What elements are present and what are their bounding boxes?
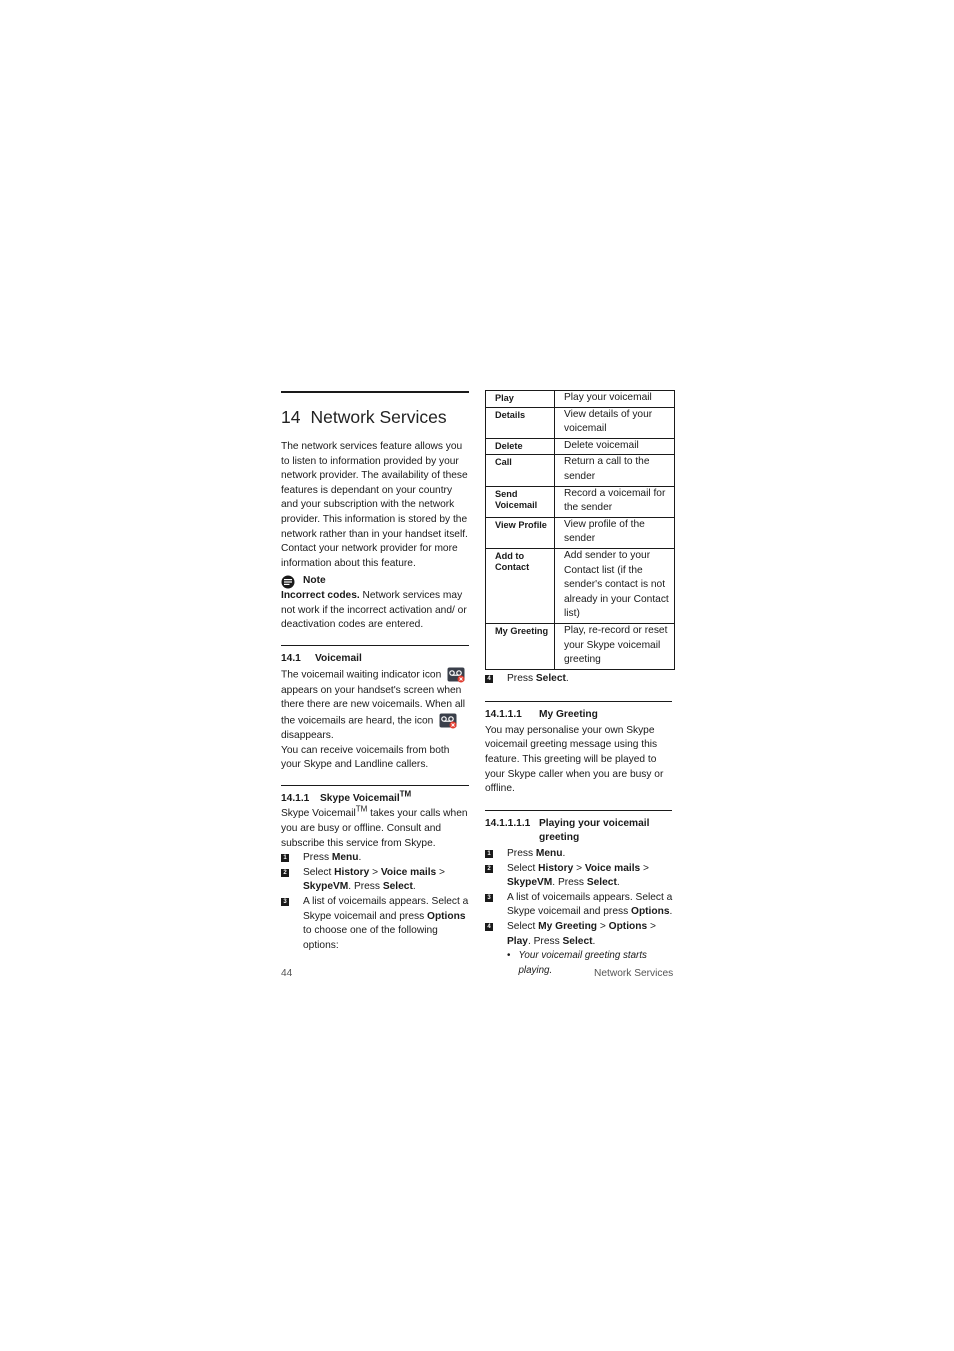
step-number: 1 (485, 850, 493, 858)
list-item (281, 866, 469, 895)
section-rule (281, 785, 469, 786)
option-description: Add sender to your Contact list (if the sender's contact is not already in your Contact list) (555, 548, 675, 623)
option-name: Add to Contact (486, 548, 555, 623)
result-text: Your voicemail greeting starts playing. (518, 950, 647, 976)
chapter-heading (281, 406, 469, 428)
voicemail-indicator-icon (439, 713, 457, 729)
step-text: Select History > Voice mails > SkypeVM. Press Select. (507, 862, 649, 889)
table-row (486, 391, 675, 408)
note-heading-text: Note (303, 575, 326, 587)
table-row (486, 548, 675, 623)
option-name: Delete (486, 438, 555, 455)
list-item (281, 895, 469, 953)
note-heading (281, 574, 469, 589)
list-item (281, 851, 469, 866)
chapter-rule (281, 391, 469, 393)
voicemail-indicator-icon (447, 667, 465, 683)
trademark: TM (355, 805, 368, 815)
section-14-1-1-1-heading (485, 708, 675, 723)
option-description: Play your voicemail (555, 391, 675, 408)
section-number: 14.1 (281, 652, 301, 664)
option-name: My Greeting (486, 623, 555, 669)
list-item (485, 672, 675, 687)
voicemail-paragraph (281, 667, 469, 743)
section-number: 14.1.1.1.1 (485, 817, 531, 829)
options-table (485, 390, 675, 670)
option-name: Call (486, 455, 555, 486)
step-text: Press Menu. (303, 852, 362, 864)
option-description: Return a call to the sender (555, 455, 675, 486)
step-number: 2 (485, 865, 493, 873)
section-rule (485, 810, 672, 811)
skype-voicemail-text: takes your calls when you are busy or offline. Consult and subscribe this service from Skype. (281, 808, 468, 849)
section-number: 14.1.1 (281, 792, 310, 804)
my-greeting-paragraph: You may personalise your own Skype voicemail greeting message using this feature. This greeting will be played to your Skype caller when you are busy or offline. (485, 724, 664, 795)
option-description: Delete voicemail (555, 438, 675, 455)
step-number: 4 (485, 923, 493, 931)
section-title: Voicemail (315, 652, 362, 664)
step-number: 2 (281, 869, 289, 877)
step-number: 1 (281, 854, 289, 862)
note-text: Network services may not work if the incorrect activation and/ or deactivation codes are entered. (281, 589, 467, 631)
option-description: Play, re-record or reset your Skype voicemail greeting (555, 623, 675, 669)
trademark: TM (399, 789, 412, 799)
step-number: 4 (485, 675, 493, 683)
intro-paragraph: The network services feature allows you to listen to information provided by your network provider. The availability of these features is dependant on your country and your subscription with the network provider. This information is stored by the network rather than in your handset itself. Contact your network provider for more information about this feature. (281, 441, 468, 569)
note-icon (281, 575, 295, 589)
note-body (281, 589, 469, 633)
skype-voicemail-intro (281, 807, 469, 851)
option-name: View Profile (486, 517, 555, 548)
chapter-title: Network Services (310, 407, 447, 427)
voicemail-text-c: disappears. (281, 730, 334, 742)
option-name: Play (486, 391, 555, 408)
bullet-dot: • (507, 950, 511, 962)
voicemail-text-a: The voicemail waiting indicator icon (281, 670, 442, 681)
step-text: Press Select. (507, 672, 569, 684)
table-row (486, 407, 675, 438)
voicemail-callers-paragraph: You can receive voicemails from both your Skype and Landline callers. (281, 744, 450, 771)
option-description: View profile of the sender (555, 517, 675, 548)
footer-section-title: Network Services (594, 968, 674, 979)
note-bold-lead: Incorrect codes. (281, 589, 360, 601)
voicemail-text-b: appears on your handset's screen when there there are new voicemails. When all the voicemails are heard, the icon (281, 684, 466, 727)
option-description: Record a voicemail for the sender (555, 486, 675, 517)
list-item (485, 920, 675, 949)
left-column (281, 391, 469, 953)
section-title-cont: greeting (539, 832, 580, 844)
chapter-number: 14 (281, 407, 301, 427)
list-item (485, 847, 675, 862)
section-14-1-1-heading (281, 789, 469, 807)
section-14-1-heading (281, 652, 469, 667)
step-text: Press Menu. (507, 848, 566, 860)
option-description: View details of your voicemail (555, 407, 675, 438)
section-14-1-1-1-1-heading (485, 817, 675, 846)
table-row (486, 486, 675, 517)
page-number: 44 (281, 968, 293, 979)
step-text: A list of voicemails appears. Select a Skype voicemail and press Options to choose one of the following options: (303, 896, 469, 951)
step-number: 3 (281, 898, 289, 906)
step-text: Select My Greeting > Options > Play. Press Select. (507, 921, 656, 947)
table-row (486, 438, 675, 455)
option-name: Details (486, 407, 555, 438)
section-title: My Greeting (539, 709, 598, 721)
table-row (486, 455, 675, 486)
skype-voicemail-text: Skype Voicemail (281, 808, 356, 820)
right-column (485, 390, 675, 978)
section-rule (281, 645, 469, 646)
table-row (486, 623, 675, 669)
section-rule (485, 701, 672, 702)
section-number: 14.1.1.1 (485, 709, 522, 721)
table-row (486, 517, 675, 548)
step-text: A list of voicemails appears. Select a Skype voicemail and press Options. (507, 891, 673, 918)
list-item (485, 891, 675, 920)
section-title: Skype Voicemail (320, 792, 400, 804)
option-name: Send Voicemail (486, 486, 555, 517)
step-text: Select History > Voice mails > SkypeVM. Press Select. (303, 866, 445, 893)
step-number: 3 (485, 894, 493, 902)
list-item (485, 862, 675, 891)
section-title: Playing your voicemail (539, 817, 650, 829)
